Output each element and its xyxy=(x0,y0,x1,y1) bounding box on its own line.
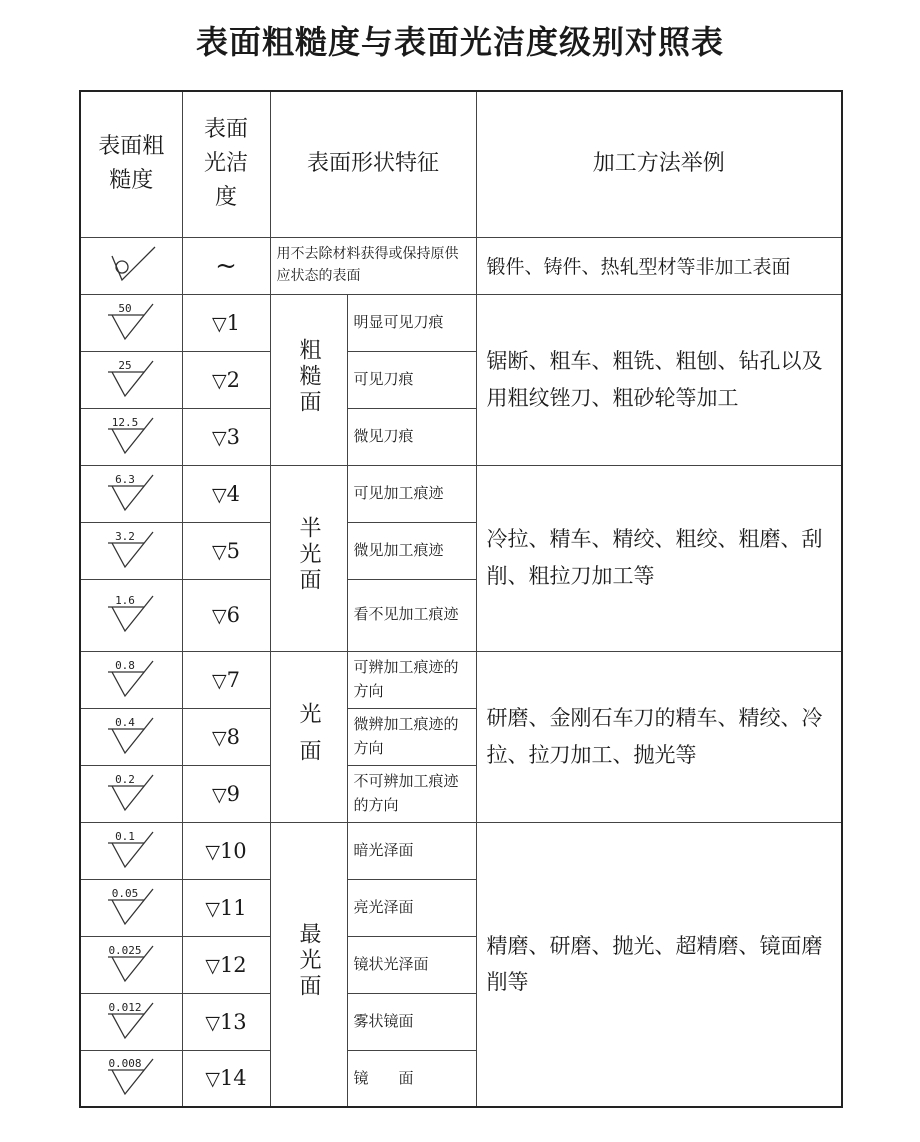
roughness-symbol xyxy=(80,765,182,822)
ra-value: 25 xyxy=(118,358,132,372)
triangle-icon: ▽ xyxy=(212,783,227,806)
check-triangle-icon xyxy=(108,415,158,459)
triangle-icon: ▽ xyxy=(212,726,227,749)
check-triangle-icon xyxy=(108,1000,158,1044)
no-removal-symbol xyxy=(80,237,182,294)
check-triangle-icon xyxy=(108,943,158,987)
group-label: 最光面 xyxy=(270,822,347,1107)
triangle-icon: ▽ xyxy=(212,483,227,506)
method-cell: 锯断、粗车、粗铣、粗刨、钻孔以及用粗纹锉刀、粗砂轮等加工 xyxy=(476,294,842,465)
check-triangle-icon xyxy=(108,886,158,930)
table-row xyxy=(80,294,842,351)
surface-feature: 雾状镜面 xyxy=(347,993,476,1050)
finish-level: ~ xyxy=(182,237,270,294)
triangle-icon: ▽ xyxy=(212,426,227,449)
group-label: 半光面 xyxy=(270,465,347,651)
surface-feature: 亮光泽面 xyxy=(347,879,476,936)
surface-feature: 暗光泽面 xyxy=(347,822,476,879)
surface-feature: 看不见加工痕迹 xyxy=(347,579,476,651)
circle-check-icon xyxy=(108,244,158,288)
surface-feature: 可见刀痕 xyxy=(347,351,476,408)
table-row xyxy=(80,822,842,879)
finish-level: ▽13 xyxy=(182,993,270,1050)
ra-value: 1.6 xyxy=(115,594,135,607)
table-row xyxy=(80,237,842,294)
roughness-symbol xyxy=(80,1050,182,1107)
roughness-symbol xyxy=(80,351,182,408)
surface-feature: 可见加工痕迹 xyxy=(347,465,476,522)
check-triangle-icon xyxy=(108,1056,158,1100)
surface-feature: 镜状光泽面 xyxy=(347,936,476,993)
check-triangle-icon xyxy=(108,529,158,573)
ra-value: 0.008 xyxy=(108,1057,142,1071)
group-label: 光 面 xyxy=(270,651,347,822)
finish-level: ▽2 xyxy=(182,351,270,408)
triangle-icon: ▽ xyxy=(205,1011,220,1034)
header-row xyxy=(80,91,842,237)
method-cell: 精磨、研磨、抛光、超精磨、镜面磨削等 xyxy=(476,822,842,1107)
check-triangle-icon xyxy=(108,301,158,345)
roughness-symbol xyxy=(80,522,182,579)
page-title: 表面粗糙度与表面光洁度级别对照表 xyxy=(195,23,724,61)
finish-level: ▽7 xyxy=(182,651,270,708)
check-triangle-icon xyxy=(108,658,158,702)
finish-level: ▽5 xyxy=(182,522,270,579)
finish-level: ▽8 xyxy=(182,708,270,765)
check-triangle-icon xyxy=(108,593,158,637)
method-cell: 锻件、铸件、热轧型材等非加工表面 xyxy=(476,237,842,294)
triangle-icon: ▽ xyxy=(205,897,220,920)
check-triangle-icon xyxy=(108,715,158,759)
roughness-symbol xyxy=(80,651,182,708)
roughness-symbol xyxy=(80,879,182,936)
check-triangle-icon xyxy=(108,472,158,516)
finish-level: ▽11 xyxy=(182,879,270,936)
check-triangle-icon xyxy=(108,358,158,402)
check-triangle-icon xyxy=(108,772,158,816)
finish-level: ▽4 xyxy=(182,465,270,522)
surface-feature: 用不去除材料获得或保持原供应状态的表面 xyxy=(270,237,476,294)
triangle-icon: ▽ xyxy=(212,540,227,563)
triangle-icon: ▽ xyxy=(205,1068,220,1091)
surface-feature: 可辨加工痕迹的方向 xyxy=(347,651,476,708)
ra-value: 50 xyxy=(118,301,132,315)
finish-level: ▽1 xyxy=(182,294,270,351)
header-shape: 表面形状特征 xyxy=(270,91,476,237)
ra-value: 0.1 xyxy=(115,829,135,843)
ra-value: 0.4 xyxy=(115,715,135,729)
finish-level: ▽12 xyxy=(182,936,270,993)
triangle-icon: ▽ xyxy=(212,605,227,627)
finish-level: ▽6 xyxy=(182,579,270,651)
triangle-icon: ▽ xyxy=(212,669,227,692)
finish-level: ▽9 xyxy=(182,765,270,822)
ra-value: 6.3 xyxy=(115,472,135,486)
table-row xyxy=(80,465,842,522)
surface-feature: 不可辨加工痕迹的方向 xyxy=(347,765,476,822)
ra-value: 12.5 xyxy=(111,415,139,429)
triangle-icon: ▽ xyxy=(212,369,227,392)
group-label: 粗糙面 xyxy=(270,294,347,465)
comparison-table xyxy=(79,90,843,1108)
method-cell: 研磨、金刚石车刀的精车、精绞、冷拉、拉刀加工、抛光等 xyxy=(476,651,842,822)
triangle-icon: ▽ xyxy=(205,840,220,863)
roughness-symbol xyxy=(80,294,182,351)
ra-value: 3.2 xyxy=(115,529,135,543)
ra-value: 0.025 xyxy=(108,943,142,957)
roughness-symbol xyxy=(80,579,182,651)
ra-value: 0.012 xyxy=(108,1000,142,1014)
finish-level: ▽3 xyxy=(182,408,270,465)
surface-feature: 微见刀痕 xyxy=(347,408,476,465)
triangle-icon: ▽ xyxy=(205,954,220,977)
ra-value: 0.05 xyxy=(111,886,139,900)
ra-value: 0.2 xyxy=(115,772,135,786)
check-triangle-icon xyxy=(108,829,158,873)
finish-level: ▽14 xyxy=(182,1050,270,1107)
roughness-symbol xyxy=(80,993,182,1050)
surface-feature: 镜 面 xyxy=(347,1050,476,1107)
triangle-icon: ▽ xyxy=(212,312,227,335)
header-finish: 表面光洁度 xyxy=(182,91,270,237)
surface-feature: 明显可见刀痕 xyxy=(347,294,476,351)
ra-value: 0.8 xyxy=(115,658,135,672)
finish-level: ▽10 xyxy=(182,822,270,879)
method-cell: 冷拉、精车、精绞、粗绞、粗磨、刮削、粗拉刀加工等 xyxy=(476,465,842,651)
roughness-symbol xyxy=(80,408,182,465)
header-roughness: 表面粗糙度 xyxy=(80,91,182,237)
roughness-symbol xyxy=(80,708,182,765)
surface-feature: 微辨加工痕迹的方向 xyxy=(347,708,476,765)
surface-feature: 微见加工痕迹 xyxy=(347,522,476,579)
roughness-symbol xyxy=(80,822,182,879)
roughness-symbol xyxy=(80,465,182,522)
table-row xyxy=(80,651,842,708)
header-method: 加工方法举例 xyxy=(476,91,842,237)
roughness-symbol xyxy=(80,936,182,993)
